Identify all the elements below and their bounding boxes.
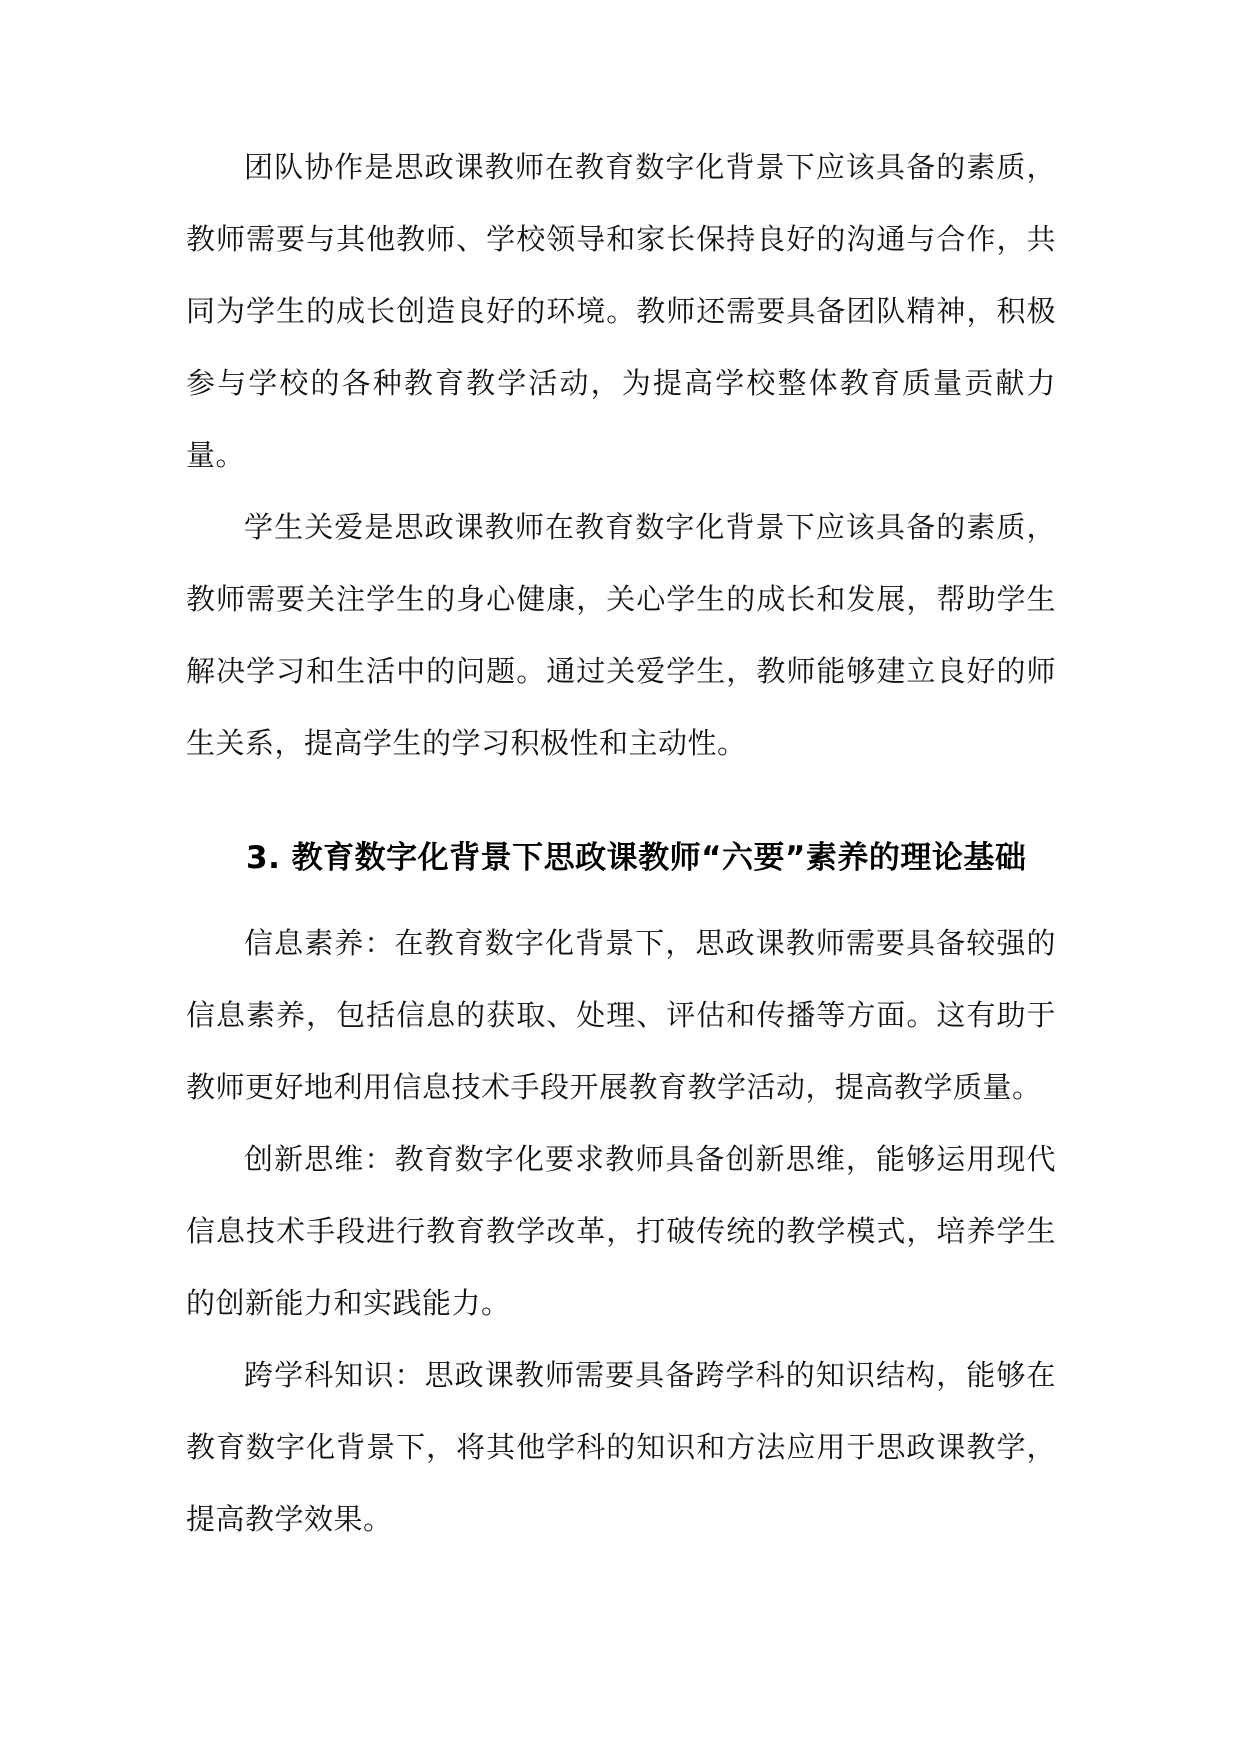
- paragraph-information-literacy: 信息素养：在教育数字化背景下，思政课教师需要具备较强的信息素养，包括信息的获取、处理、评估和传播等方面。这有助于教师更好地利用信息技术手段开展教育教学活动，提高教学质量。: [186, 926, 1056, 1104]
- paragraph-interdisciplinary-knowledge: 跨学科知识：思政课教师需要具备跨学科的知识结构，能够在教育数字化背景下，将其他学科的知识和方法应用于思政课教学，提高教学效果。: [186, 1358, 1056, 1536]
- paragraph-innovative-thinking: 创新思维：教育数字化要求教师具备创新思维，能够运用现代信息技术手段进行教育教学改革，打破传统的教学模式，培养学生的创新能力和实践能力。: [186, 1142, 1056, 1320]
- paragraph-team-collaboration: 团队协作是思政课教师在教育数字化背景下应该具备的素质，教师需要与其他教师、学校领导和家长保持良好的沟通与合作，共同为学生的成长创造良好的环境。教师还需要具备团队精神，积极参与学校的各种教育教学活动，为提高学校整体教育质量贡献力量。: [186, 150, 1056, 472]
- section-heading: 3. 教育数字化背景下思政课教师“六要”素养的理论基础: [246, 840, 1027, 876]
- document-body: [186, 131, 1056, 1555]
- paragraph-student-care: 学生关爱是思政课教师在教育数字化背景下应该具备的素质，教师需要关注学生的身心健康，关心学生的成长和发展，帮助学生解决学习和生活中的问题。通过关爱学生，教师能够建立良好的师生关系，提高学生的学习积极性和主动性。: [186, 510, 1056, 760]
